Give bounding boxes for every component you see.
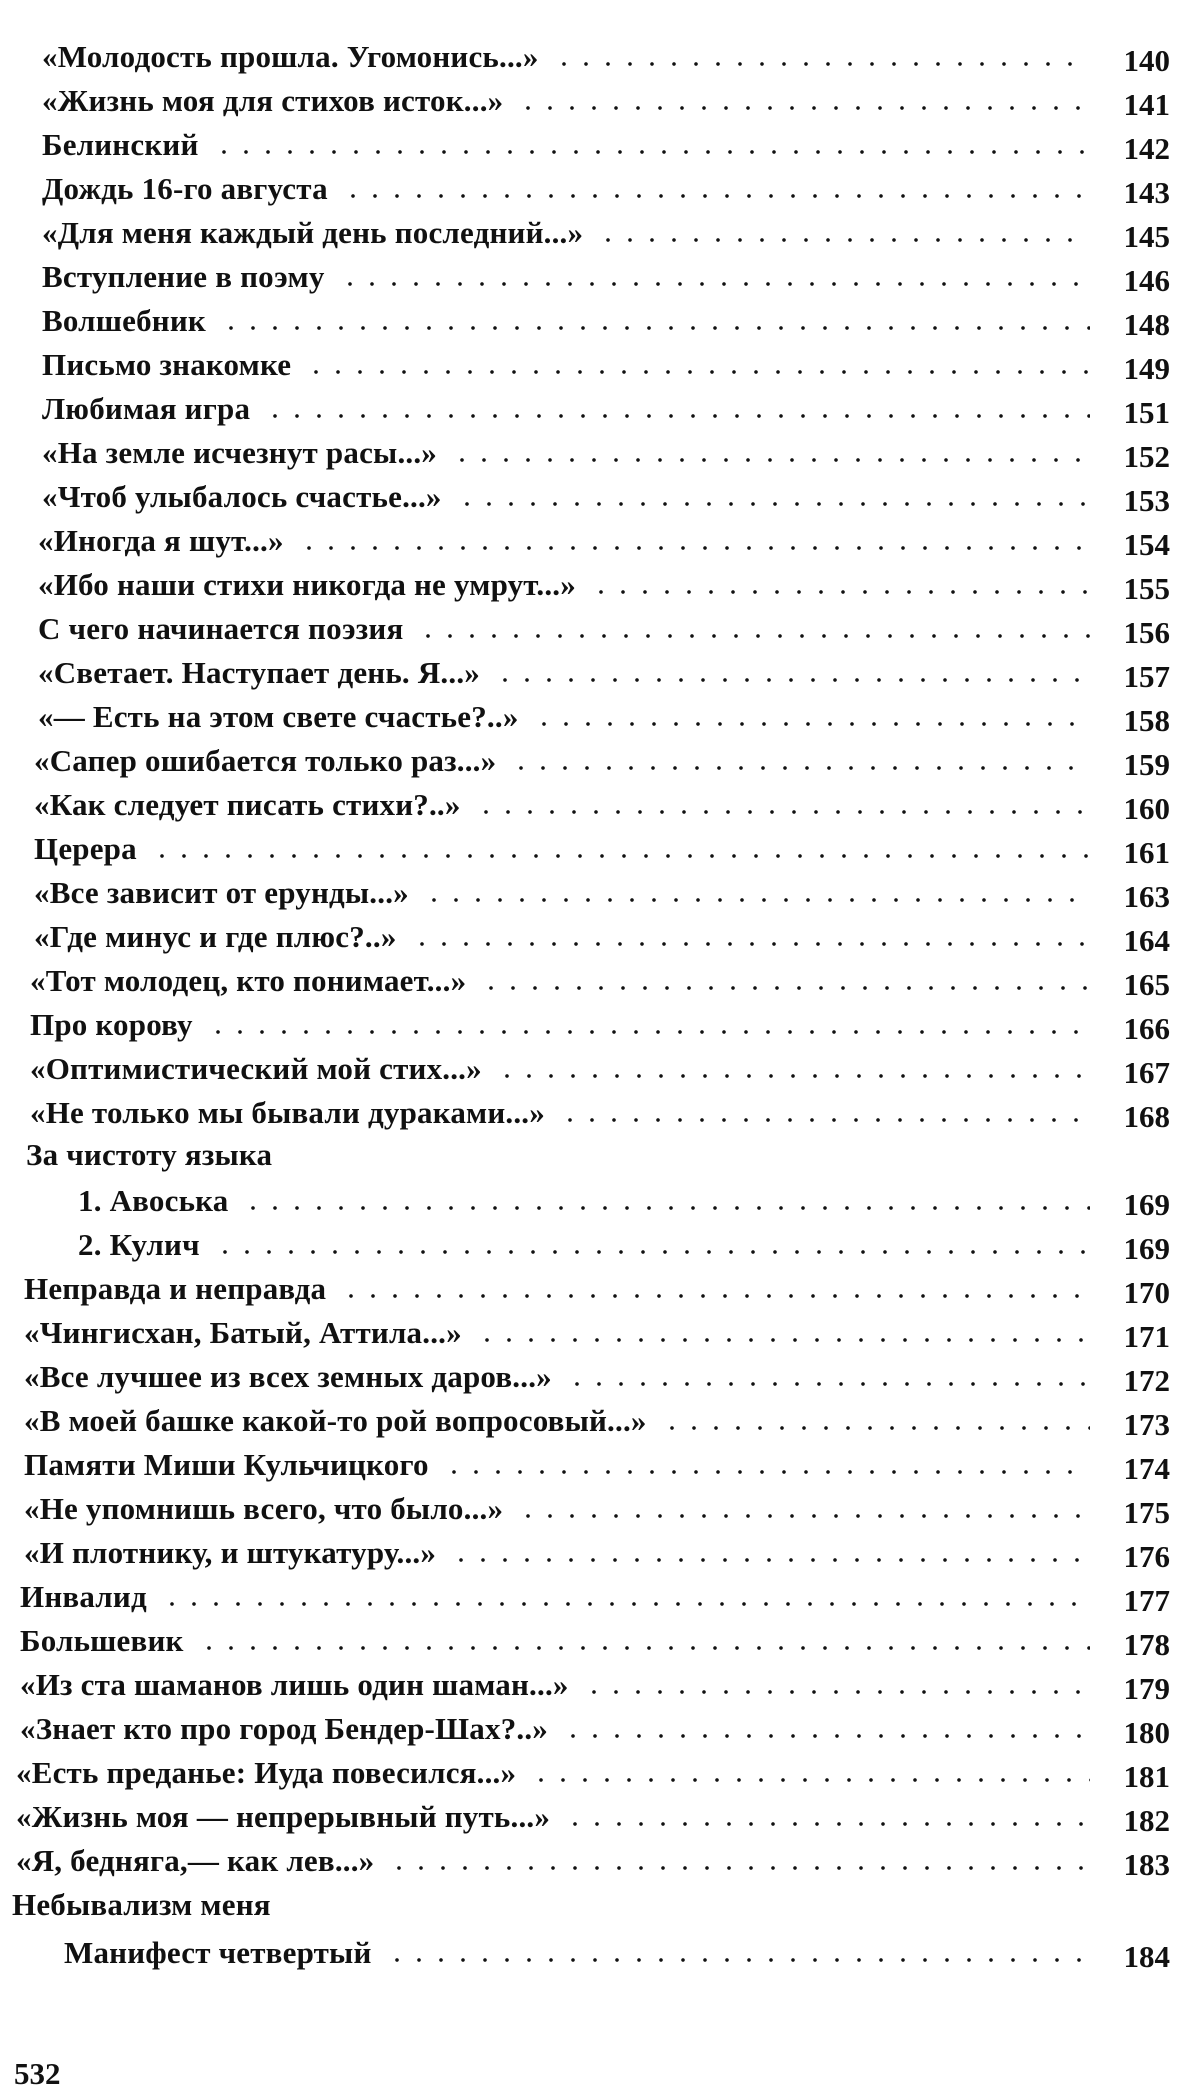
toc-entry (38, 648, 1170, 692)
entry-title: Про корову (30, 1007, 193, 1042)
dot-leader (203, 1030, 1090, 1034)
dot-leader (439, 1470, 1090, 1474)
toc-entry (24, 1528, 1170, 1572)
entry-page: 180 (1123, 1715, 1170, 1750)
toc-entry (42, 296, 1170, 340)
entry-title: Большевик (20, 1623, 184, 1658)
entry-title: «Знает кто про город Бендер-Шах?..» (20, 1711, 548, 1746)
dot-leader (446, 1558, 1090, 1562)
entry-title: «Все зависит от ерунды...» (34, 875, 409, 910)
dot-leader (382, 1958, 1091, 1962)
entry-title: Белинский (42, 127, 199, 162)
entry-title: «Я, бедняга,— как лев...» (16, 1843, 375, 1878)
dot-leader (562, 1382, 1090, 1386)
entry-page: 149 (1123, 351, 1170, 386)
entry-page: 152 (1123, 439, 1170, 474)
entry-page: 181 (1123, 1759, 1170, 1794)
entry-title: «Для меня каждый день последний...» (42, 215, 584, 250)
entry-page: 141 (1123, 87, 1170, 122)
entry-page: 163 (1123, 879, 1170, 914)
entry-title: «Как следует писать стихи?..» (34, 787, 461, 822)
entry-title: «Чтоб улыбалось счастье...» (42, 479, 442, 514)
entry-page: 172 (1123, 1363, 1170, 1398)
dot-leader (513, 1514, 1090, 1518)
entry-page: 179 (1123, 1671, 1170, 1706)
toc-entry (42, 340, 1170, 384)
entry-page: 153 (1123, 483, 1170, 518)
entry-title: «Где минус и где плюс?..» (34, 919, 397, 954)
toc-entry (20, 1572, 1170, 1616)
dot-leader (210, 1250, 1090, 1254)
toc-entry (24, 1308, 1170, 1352)
dot-leader (335, 282, 1090, 286)
entry-page: 160 (1123, 791, 1170, 826)
toc-entry (42, 252, 1170, 296)
dot-leader (419, 898, 1090, 902)
dot-leader (558, 1734, 1090, 1738)
entry-title: Волшебник (42, 303, 206, 338)
entry-page: 165 (1123, 967, 1170, 1002)
entry-title: «Иногда я шут...» (38, 523, 284, 558)
dot-leader (586, 590, 1090, 594)
entry-page: 140 (1123, 43, 1170, 78)
entry-title: «Из ста шаманов лишь один шаман...» (20, 1667, 569, 1702)
toc-entry (42, 384, 1170, 428)
dot-leader (513, 106, 1090, 110)
entry-page: 142 (1123, 131, 1170, 166)
toc-entry (20, 1704, 1170, 1748)
entry-title: Манифест четвертый (64, 1935, 372, 1970)
entry-title: Письмо знакомке (42, 347, 292, 382)
entry-title: «На земле исчезнут расы...» (42, 435, 437, 470)
entry-title: Дождь 16-го августа (42, 171, 328, 206)
toc-entry (30, 1044, 1170, 1088)
entry-title: «Сапер ошибается только раз...» (34, 743, 497, 778)
entry-title: Вступление в поэму (42, 259, 325, 294)
dot-leader (560, 1822, 1090, 1826)
dot-leader (260, 414, 1090, 418)
entry-page: 156 (1123, 615, 1170, 650)
entry-page: 176 (1123, 1539, 1170, 1574)
toc-entry (30, 1000, 1170, 1044)
dot-leader (447, 458, 1090, 462)
dot-leader (506, 766, 1090, 770)
toc-entry (24, 1352, 1170, 1396)
dot-leader (452, 502, 1090, 506)
toc-entry (64, 1928, 1170, 1972)
dot-leader (384, 1866, 1090, 1870)
toc-entry (42, 120, 1170, 164)
entry-title: Неправда и неправда (24, 1271, 327, 1306)
toc-entry (16, 1748, 1170, 1792)
dot-leader (492, 1074, 1090, 1078)
dot-leader (216, 326, 1090, 330)
toc-entry (34, 868, 1170, 912)
entry-page: 177 (1123, 1583, 1170, 1618)
dot-leader (147, 854, 1090, 858)
dot-leader (301, 370, 1090, 374)
entry-page: 175 (1123, 1495, 1170, 1530)
entry-page: 169 (1123, 1231, 1170, 1266)
entry-page: 148 (1123, 307, 1170, 342)
entry-page: 161 (1123, 835, 1170, 870)
dot-leader (471, 810, 1090, 814)
toc-entry (42, 208, 1170, 252)
toc-entry (78, 1176, 1170, 1220)
toc-entry (42, 428, 1170, 472)
dot-leader (529, 722, 1090, 726)
entry-title: «Тот молодец, кто понимает...» (30, 963, 467, 998)
entry-title: 1. Авоська (78, 1183, 229, 1218)
entry-title: Церера (34, 831, 137, 866)
entry-title: «Не только мы бывали дураками...» (30, 1095, 545, 1130)
entry-title: «Жизнь моя — непрерывный путь...» (16, 1799, 551, 1834)
dot-leader (294, 546, 1090, 550)
entry-page: 167 (1123, 1055, 1170, 1090)
toc-entry (34, 912, 1170, 956)
entry-title: 2. Кулич (78, 1227, 200, 1262)
dot-leader (157, 1602, 1090, 1606)
entry-title: Небывализм меня (12, 1887, 271, 1922)
dot-leader (549, 62, 1090, 66)
toc-entry (24, 1396, 1170, 1440)
toc-section-heading (12, 1880, 1170, 1924)
dot-leader (209, 150, 1090, 154)
entry-title: «Есть преданье: Иуда повесился...» (16, 1755, 517, 1790)
entry-page: 158 (1123, 703, 1170, 738)
entry-title: «Оптимистический мой стих...» (30, 1051, 482, 1086)
entry-page: 143 (1123, 175, 1170, 210)
toc-entry (30, 956, 1170, 1000)
entry-title: «Все лучшее из всех земных даров...» (24, 1359, 552, 1394)
dot-leader (490, 678, 1090, 682)
entry-title: «Не упомнишь всего, что было...» (24, 1491, 504, 1526)
dot-leader (476, 986, 1090, 990)
entry-page: 151 (1123, 395, 1170, 430)
entry-page: 174 (1123, 1451, 1170, 1486)
entry-page: 146 (1123, 263, 1170, 298)
dot-leader (593, 238, 1090, 242)
dot-leader (338, 194, 1090, 198)
entry-title: «Молодость прошла. Угомонись...» (42, 39, 539, 74)
toc-entry (24, 1484, 1170, 1528)
entry-page: 170 (1123, 1275, 1170, 1310)
entry-page: 157 (1123, 659, 1170, 694)
entry-title: «Жизнь моя для стихов исток...» (42, 83, 504, 118)
entry-title: «В моей башке какой-то рой вопросовый...» (24, 1403, 647, 1438)
entry-title: За чистоту языка (26, 1137, 273, 1172)
dot-leader (579, 1690, 1090, 1694)
toc-entry (20, 1660, 1170, 1704)
entry-page: 168 (1123, 1099, 1170, 1134)
entry-page: 154 (1123, 527, 1170, 562)
dot-leader (657, 1426, 1090, 1430)
dot-leader (526, 1778, 1090, 1782)
toc-entry (24, 1264, 1170, 1308)
entry-page: 184 (1123, 1939, 1170, 1974)
toc-entry (38, 560, 1170, 604)
toc-entry (16, 1792, 1170, 1836)
entry-page: 159 (1123, 747, 1170, 782)
toc-entry (78, 1220, 1170, 1264)
page-number: 532 (14, 2056, 61, 2091)
toc-entry (30, 1088, 1170, 1132)
dot-leader (194, 1646, 1090, 1650)
entry-page: 164 (1123, 923, 1170, 958)
dot-leader (413, 634, 1090, 638)
entry-page: 166 (1123, 1011, 1170, 1046)
dot-leader (472, 1338, 1090, 1342)
dot-leader (407, 942, 1090, 946)
entry-page: 145 (1123, 219, 1170, 254)
toc-entry (16, 1836, 1170, 1880)
toc-entry (24, 1440, 1170, 1484)
toc-entry (42, 472, 1170, 516)
toc-section-heading (26, 1130, 1170, 1174)
entry-title: С чего начинается поэзия (38, 611, 404, 646)
toc-entry (34, 736, 1170, 780)
dot-leader (336, 1294, 1090, 1298)
toc-entry (38, 516, 1170, 560)
entry-page: 169 (1123, 1187, 1170, 1222)
toc-entry (42, 76, 1170, 120)
entry-title: «Светает. Наступает день. Я...» (38, 655, 480, 690)
entry-page: 182 (1123, 1803, 1170, 1838)
entry-title: «И плотнику, и штукатуру...» (24, 1535, 437, 1570)
toc-entry (34, 824, 1170, 868)
entry-page: 173 (1123, 1407, 1170, 1442)
entry-title: «— Есть на этом свете счастье?..» (38, 699, 519, 734)
toc-entry (42, 32, 1170, 76)
entry-page: 155 (1123, 571, 1170, 606)
dot-leader (238, 1206, 1090, 1210)
toc-entry (38, 604, 1170, 648)
entry-page: 183 (1123, 1847, 1170, 1882)
entry-title: «Чингисхан, Батый, Аттила...» (24, 1315, 462, 1350)
entry-title: Любимая игра (42, 391, 251, 426)
entry-page: 178 (1123, 1627, 1170, 1662)
entry-title: Памяти Миши Кульчицкого (24, 1447, 429, 1482)
dot-leader (555, 1118, 1090, 1122)
toc-entry (38, 692, 1170, 736)
toc-entry (42, 164, 1170, 208)
entry-page: 171 (1123, 1319, 1170, 1354)
entry-title: «Ибо наши стихи никогда не умрут...» (38, 567, 576, 602)
entry-title: Инвалид (20, 1579, 147, 1614)
toc-entry (34, 780, 1170, 824)
toc-entry (20, 1616, 1170, 1660)
